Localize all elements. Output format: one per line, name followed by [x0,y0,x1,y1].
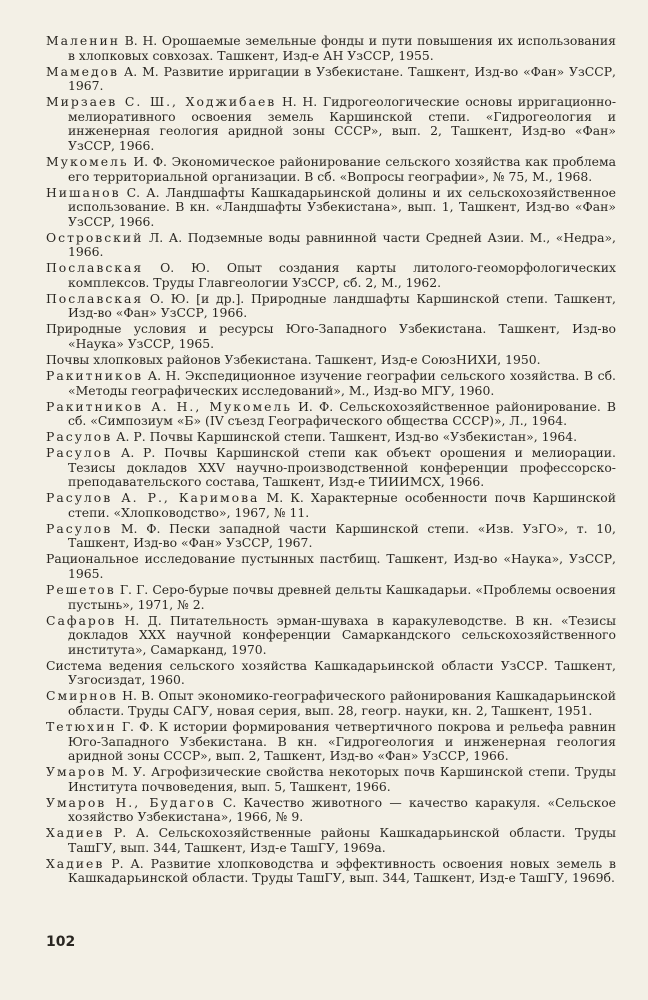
bibliography-entry [46,186,616,230]
entry-author: Тетюхин [46,718,117,734]
entry-author: Решетов [46,582,116,598]
entry-author: Расулов [46,429,113,445]
entry-text: О. Ю. [и др.]. Природные ландшафты Каршинской степи. Ташкент, Изд-во «Фан» УзССР, 1966. [68,290,616,321]
bibliography-entry [46,689,616,718]
bibliography-entry [46,369,616,398]
entry-text: Система ведения сельского хозяйства Кашкадарьинской области УзССР. Ташкент, Узгосиздат, 1960. [46,657,616,688]
entry-text: Г. Г. Серо-бурые почвы древней дельты Кашкадарьи. «Проблемы освоения пустынь», 1971, № 2. [68,582,616,612]
entry-text: И. Ф. Экономическое районирование сельского хозяйства как проблема его территориальной организации. В сб. «Вопросы географии», № 75, М., 1968. [68,153,616,184]
entry-text: И. Ф. Сельскохозяйственное районирование. В сб. «Симпозиум «Б» (IV съезд Географического общества СССР)», Л., 1964. [68,398,616,429]
entry-author: Умаров [46,764,107,780]
entry-text: А. Н. Экспедиционное изучение географии сельского хозяйства. В сб. «Методы географических исследований», М., Изд-во МГУ, 1960. [68,367,616,398]
entry-text: М. Ф. Пески западной части Каршинской степи. «Изв. УзГО», т. 10, Ташкент, Изд-во «Фан» УзССР, 1967. [68,520,616,551]
bibliography-entry [46,552,616,581]
bibliography-entry [46,400,616,429]
entry-author: Расулов [46,520,113,536]
entry-text: Н. В. Опыт экономико-географического районирования Кашкадарьинской области. Труды САГУ, новая серия, вып. 28, геогр. науки, кн. 2, Ташкент, 1951. [68,688,616,718]
bibliography-entry [46,796,616,825]
entry-author: Ракитников [46,367,144,383]
entry-author: Маленин [46,33,120,48]
entry-author: Хадиев [46,855,105,871]
bibliography-entry [46,322,616,351]
entry-text: Л. А. Подземные воды равнинной части Средней Азии. М., «Недра», 1966. [68,229,616,260]
bibliography-entry [46,430,616,445]
bibliography-entry [46,65,616,94]
bibliography-entry [46,446,616,490]
entry-author: Расулов [46,445,113,461]
bibliography-entry [46,583,616,612]
bibliography-entry [46,34,616,63]
entry-text: В. Н. Орошаемые земельные фонды и пути повышения их использования в хлопковых совхозах. Ташкент, Изд-е АН УзССР, 1955. [68,33,616,63]
bibliography-entry [46,614,616,658]
entry-text: М. К. Характерные особенности почв Каршинской степи. «Хлопководство», 1967, № 11. [68,490,617,520]
entry-author: Умаров Н., Будагов [46,794,216,810]
bibliography-entry [46,857,616,886]
entry-text: Природные условия и ресурсы Юго-Западного Узбекистана. Ташкент, Изд-во «Наука» УзССР, 1965. [46,321,616,351]
entry-author: Пославская [46,290,144,306]
entry-author: Мирзаев С. Ш., Ходжибаев [46,94,277,110]
entry-author: Нишанов [46,184,121,200]
entry-text: Рациональное исследование пустынных пастбищ. Ташкент, Изд-во «Наука», УзССР, 1965. [46,551,616,582]
entry-author: Хадиев [46,825,105,841]
entry-author: Сафаров [46,612,117,628]
entry-text: Р. А. Сельскохозяйственные районы Кашкадарьинской области. Труды ТашГУ, вып. 344, Ташкент, Изд-е ТашГУ, 1969а. [68,825,616,855]
entry-author: Мамедов [46,63,119,79]
entry-text: Почвы хлопковых районов Узбекистана. Ташкент, Изд-е СоюзНИХИ, 1950. [46,351,541,367]
bibliography-entry [46,231,616,260]
entry-text: Н. Н. Гидрогеологические основы ирригационно-мелиоративного освоения земель Каршинской степи. «Гидрогеология и инженерная геология аридной зоны СССР», вып. 2, Ташкент, Изд-во «Фан» УзССР, 1966. [68,94,617,153]
entry-author: Мукомель [46,153,129,169]
bibliography-list [46,34,616,887]
entry-text: С. А. Ландшафты Кашкадарьинской долины и их сельскохозяйственное использование. В кн. «Ландшафты Узбекистана», вып. 1, Ташкент, Изд-во «Фан» УзССР, 1966. [68,184,616,229]
entry-author: Пославская [46,260,144,276]
entry-text: О. Ю. Опыт создания карты литолого-геоморфологических комплексов. Труды Главгеологии УзССР, сб. 2, М., 1962. [68,260,616,290]
entry-text: Н. Д. Питательность эрман-шуваха в каракулеводстве. В кн. «Тезисы докладов XXX научной конференции Самаркандского сельскохозяйственного института», Самарканд, 1970. [68,612,616,657]
bibliography-entry [46,353,616,368]
entry-text: М. У. Агрофизические свойства некоторых почв Каршинской степи. Труды Института почвоведения, вып. 5, Ташкент, 1966. [68,764,616,794]
entry-text: А. Р. Почвы Каршинской степи. Ташкент, Изд-во «Узбекистан», 1964. [112,429,578,445]
bibliography-entry [46,292,616,321]
entry-text: Г. Ф. К истории формирования четвертичного покрова и рельефа равнин Юго-Западного Узбекистана. В кн. «Гидрогеология и инженерная геология аридной зоны СССР», вып. 2, Ташкент, Изд-во «Фан» УзССР, 1966. [68,718,616,764]
page-number: 102 [46,934,76,950]
entry-text: Р. А. Развитие хлопководства и эффективность освоения новых земель в Кашкадарьинской области. Труды ТашГУ, вып. 344, Ташкент, Изд-е ТашГУ, 1969б. [68,855,616,886]
bibliography-entry [46,261,616,290]
entry-author: Островский [46,229,144,245]
entry-text: А. Р. Почвы Каршинской степи как объект орошения и мелиорации. Тезисы докладов XXV научно-производственной конференции профессорско-преподавательского состава, Ташкент, Изд-е ТИИИМСХ, 1966. [68,445,616,490]
bibliography-entry [46,491,616,520]
entry-author: Ракитников А. Н., Мукомель [46,398,292,414]
bibliography-entry [46,765,616,794]
bibliography-entry [46,155,616,184]
entry-author: Смирнов [46,688,118,704]
entry-text: А. М. Развитие ирригации в Узбекистане. Ташкент, Изд-во «Фан» УзССР, 1967. [68,63,616,94]
bibliography-entry [46,826,616,855]
bibliography-entry [46,95,616,153]
bibliography-entry [46,720,616,764]
entry-author: Расулов А. Р., Каримова [46,490,260,506]
entry-text: С. Качество животного — качество каракуля. «Сельское хозяйство Узбекистана», 1966, № 9. [68,794,616,825]
bibliography-entry [46,659,616,688]
bibliography-entry [46,522,616,551]
